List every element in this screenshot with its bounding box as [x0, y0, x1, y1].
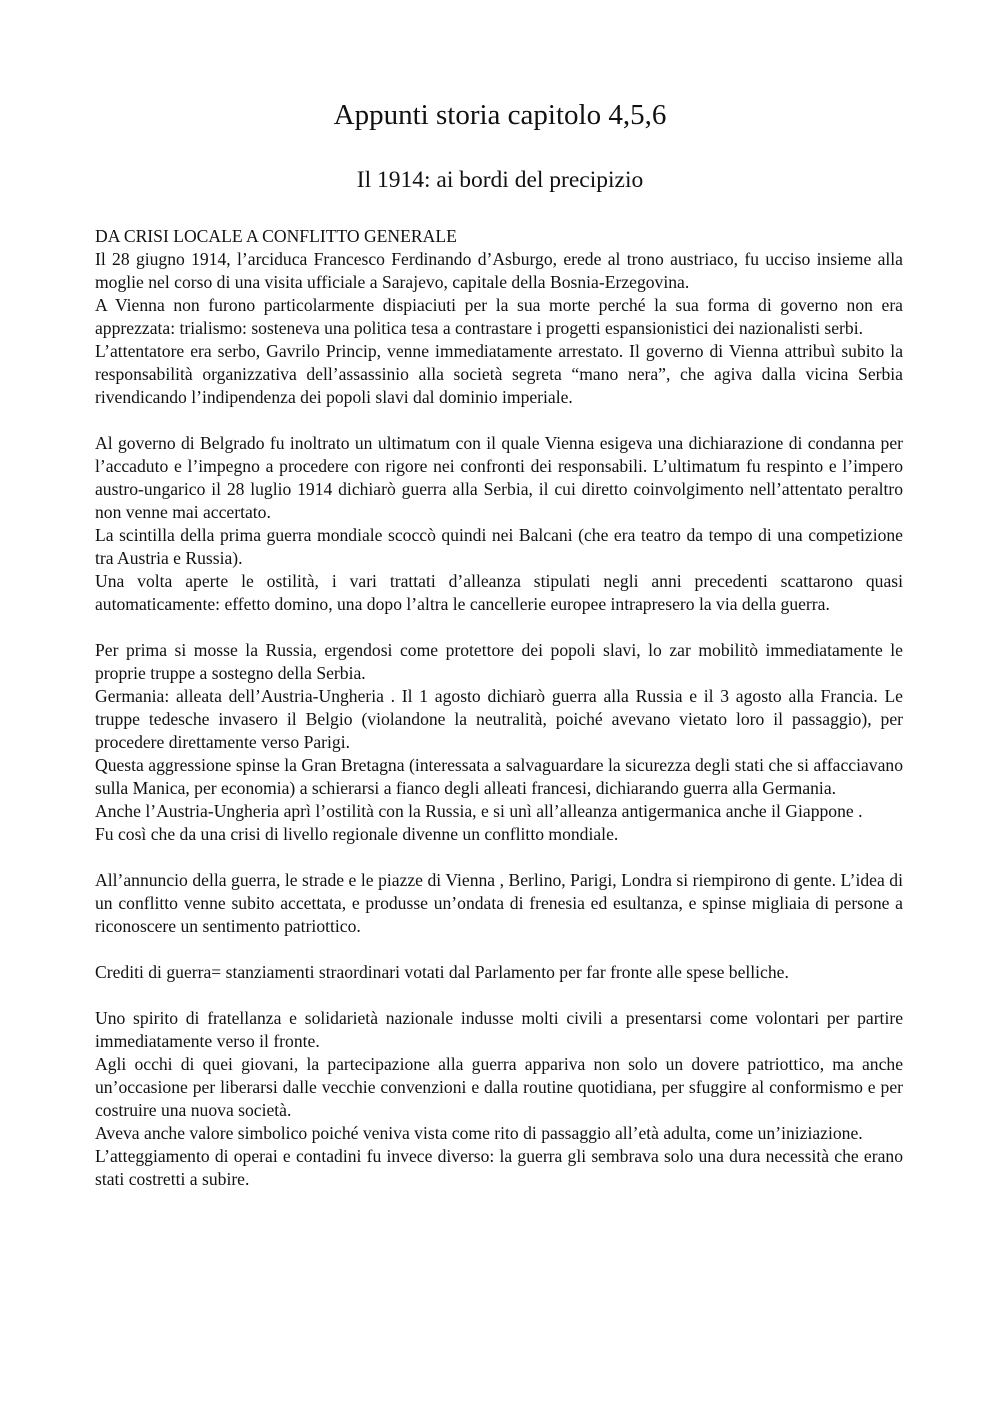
paragraph: Al governo di Belgrado fu inoltrato un ultimatum con il quale Vienna esigeva una dichiarazione di condanna per l’accaduto e l’impegno a procedere con rigore nei confronti dei responsabili. L’ultimatum fu respinto e l’impero austro-ungarico il 28 luglio 1914 dichiarò guerra alla Serbia, il cui diretto coinvolgimento nell’attentato peraltro non venne mai accertato.: [95, 433, 903, 522]
document-title: Appunti storia capitolo 4,5,6: [333, 99, 667, 131]
paragraph: A Vienna non furono particolarmente dispiaciuti per la sua morte perché la sua forma di governo non era apprezzata: trialismo: sosteneva una politica tesa a contrastare i progetti espansionistici dei nazionalisti serbi.: [95, 295, 903, 338]
paragraph: L’atteggiamento di operai e contadini fu invece diverso: la guerra gli sembrava solo una dura necessità che erano stati costretti a subire.: [95, 1146, 903, 1189]
section-heading: DA CRISI LOCALE A CONFLITTO GENERALE: [95, 226, 457, 246]
paragraph: All’annuncio della guerra, le strade e le piazze di Vienna , Berlino, Parigi, Londra si riempirono di gente. L’idea di un conflitto venne subito accettata, e produsse un’ondata di frenesia ed esultanza, e spinse migliaia di persone a riconoscere un sentimento patriottico.: [95, 870, 903, 936]
paragraph: Il 28 giugno 1914, l’arciduca Francesco Ferdinando d’Asburgo, erede al trono austriaco, fu ucciso insieme alla moglie nel corso di una visita ufficiale a Sarajevo, capitale della Bosnia-Erzegovina.: [95, 249, 903, 292]
paragraph: Crediti di guerra= stanziamenti straordinari votati dal Parlamento per far fronte alle spese belliche.: [95, 962, 789, 982]
paragraph: Per prima si mosse la Russia, ergendosi come protettore dei popoli slavi, lo zar mobilitò immediatamente le proprie truppe a sostegno della Serbia.: [95, 640, 903, 683]
paragraph: Questa aggressione spinse la Gran Bretagna (interessata a salvaguardare la sicurezza degli stati che si affacciavano sulla Manica, per economia) a schierarsi a fianco degli alleati francesi, dichiarando guerra alla Germania.: [95, 755, 903, 798]
paragraph: Aveva anche valore simbolico poiché veniva vista come rito di passaggio all’età adulta, come un’iniziazione.: [95, 1123, 863, 1143]
paragraph: Anche l’Austria-Ungheria aprì l’ostilità con la Russia, e si unì all’alleanza antigermanica anche il Giappone .: [95, 801, 863, 821]
paragraph: L’attentatore era serbo, Gavrilo Princip, venne immediatamente arrestato. Il governo di Vienna attribuì subito la responsabilità organizzativa dell’assassinio alla società segreta “mano nera”, che agiva dalla vicina Serbia rivendicando l’indipendenza dei popoli slavi dal dominio imperiale.: [95, 341, 903, 407]
paragraph: Fu così che da una crisi di livello regionale divenne un conflitto mondiale.: [95, 824, 619, 844]
paragraph: La scintilla della prima guerra mondiale scoccò quindi nei Balcani (che era teatro da tempo di una competizione tra Austria e Russia).: [95, 525, 903, 568]
paragraph: Germania: alleata dell’Austria-Ungheria . Il 1 agosto dichiarò guerra alla Russia e il 3 agosto alla Francia. Le truppe tedesche invasero il Belgio (violandone la neutralità, poiché avevano vietato loro il passaggio), per procedere direttamente verso Parigi.: [95, 686, 903, 752]
document-subtitle: Il 1914: ai bordi del precipizio: [356, 167, 644, 193]
paragraph: Agli occhi di quei giovani, la partecipazione alla guerra appariva non solo un dovere patriottico, ma anche un’occasione per liberarsi dalle vecchie convenzioni e dalla routine quotidiana, per sfuggire al conformismo e per costruire una nuova società.: [95, 1054, 903, 1120]
document-body: [95, 225, 903, 1191]
paragraph: Una volta aperte le ostilità, i vari trattati d’alleanza stipulati negli anni precedenti scattarono quasi automaticamente: effetto domino, una dopo l’altra le cancellerie europee intrapresero la via della guerra.: [95, 571, 903, 614]
paragraph: Uno spirito di fratellanza e solidarietà nazionale indusse molti civili a presentarsi come volontari per partire immediatamente verso il fronte.: [95, 1008, 903, 1051]
